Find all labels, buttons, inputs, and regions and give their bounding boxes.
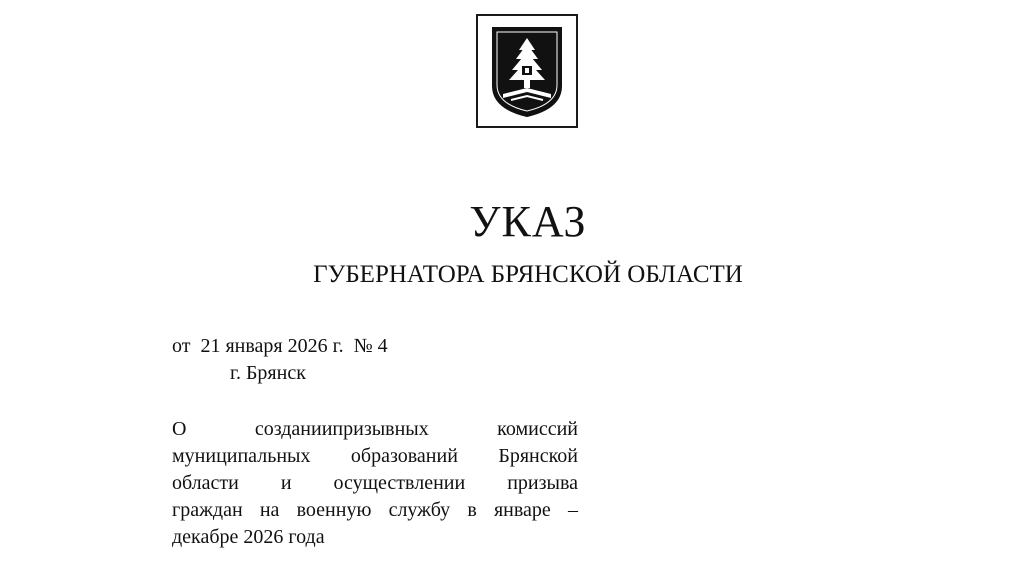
coat-of-arms-emblem bbox=[476, 14, 578, 128]
subject-line: области и осуществлении призыва bbox=[172, 472, 578, 494]
document-city: г. Брянск bbox=[230, 362, 306, 384]
document-subject bbox=[172, 416, 578, 551]
subject-line: О созданиипризывных комиссий bbox=[172, 418, 578, 440]
document-title: УКАЗ bbox=[469, 197, 587, 246]
subject-line: муниципальных образований Брянской bbox=[172, 445, 578, 467]
document-subtitle: ГУБЕРНАТОРА БРЯНСКОЙ ОБЛАСТИ bbox=[313, 261, 743, 288]
subject-line: граждан на военную службу в январе – bbox=[172, 499, 578, 521]
document-date-number: от 21 января 2026 г. № 4 bbox=[172, 335, 388, 357]
subject-line: декабре 2026 года bbox=[172, 526, 325, 548]
bryansk-coat-of-arms-icon bbox=[489, 24, 565, 120]
